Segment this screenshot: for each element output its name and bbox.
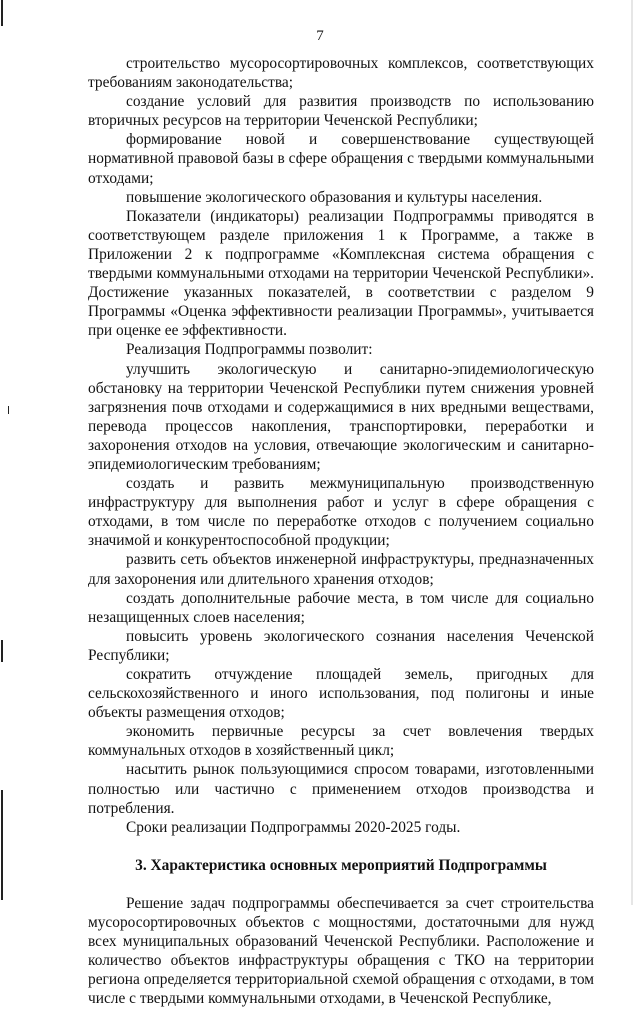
section-heading: 3. Характеристика основных мероприятий Подпрограммы <box>135 856 547 874</box>
scan-edge-mark <box>1 640 3 662</box>
paragraph: Реализация Подпрограммы позволит: <box>126 341 373 359</box>
paragraph: создать и развить межмуниципальную производственную инфраструктуру для выполнения работ и услуг в сфере обращения с отходами, в том числе по переработке отходов с получением социально значимой и конкурентоспособной продукции; <box>88 475 594 550</box>
scan-edge-mark <box>1 0 3 26</box>
scan-edge-mark <box>1 790 3 900</box>
paragraph: Решение задач подпрограммы обеспечивается за счет строительства мусоросортировочных объектов с мощностями, достаточными для нужд всех муниципальных образований Чеченской Республики. Расположение и количество объектов инфраструктуры обращения с ТКО на территории региона определяется территориальной схемой обращения с отходами, в том числе с твердыми коммунальными отходами, в Чеченской Республике, <box>88 894 594 1008</box>
paragraph: создать дополнительные рабочие места, в том числе для социально незащищенных слоев населения; <box>88 589 594 626</box>
scan-edge-mark <box>631 0 633 905</box>
paragraph: экономить первичные ресурсы за счет вовлечения твердых коммунальных отходов в хозяйственный цикл; <box>88 723 594 760</box>
paragraph: насытить рынок пользующимися спросом товарами, изготовленными полностью или частично с применением отходов производства и потребления. <box>88 761 594 817</box>
paragraph: Показатели (индикаторы) реализации Подпрограммы приводятся в соответствующем разделе приложения 1 к Программе, а также в Приложении 2 к подпрограмме «Комплексная система обращения с твердыми коммунальными отходами на территории Чеченской Республики». Достижение указанных показателей, в соответствии с разделом 9 Программы «Оценка эффективности реализации Программы», учитывается при оценке ее эффективности. <box>88 207 594 340</box>
paragraph: улучшить экологическую и санитарно-эпидемиологическую обстановку на территории Чеченской Республики путем снижения уровней загрязнения почв отходами и содержащимися в них вредными веществами, перевода процессов накопления, транспортировки, переработки и захоронения отходов на условия, отвечающие экологическим и санитарно-эпидемиологическим требованиям; <box>88 360 594 473</box>
paragraph: Сроки реализации Подпрограммы 2020-2025 годы. <box>126 818 461 836</box>
paragraph: развить сеть объектов инженерной инфраструктуры, предназначенных для захоронения или длительного хранения отходов; <box>88 551 594 588</box>
paragraph: сократить отчуждение площадей земель, пригодных для сельскохозяйственного и иного использования, под полигоны и иные объекты размещения отходов; <box>88 666 594 722</box>
page-number: 7 <box>316 28 324 44</box>
paragraph: формирование новой и совершенствование существующей нормативной правовой базы в сфере обращения с твердыми коммунальными отходами; <box>88 131 594 187</box>
paragraph: создание условий для развития производств по использованию вторичных ресурсов на территории Чеченской Республики; <box>88 93 594 130</box>
paragraph: строительство мусоросортировочных комплексов, соответствующих требованиям законодательства; <box>88 55 594 92</box>
scan-edge-mark <box>8 406 9 414</box>
paragraph: повысить уровень экологического сознания населения Чеченской Республики; <box>88 627 594 664</box>
document-body <box>88 54 594 1009</box>
paragraph: повышение экологического образования и культуры населения. <box>126 188 543 206</box>
